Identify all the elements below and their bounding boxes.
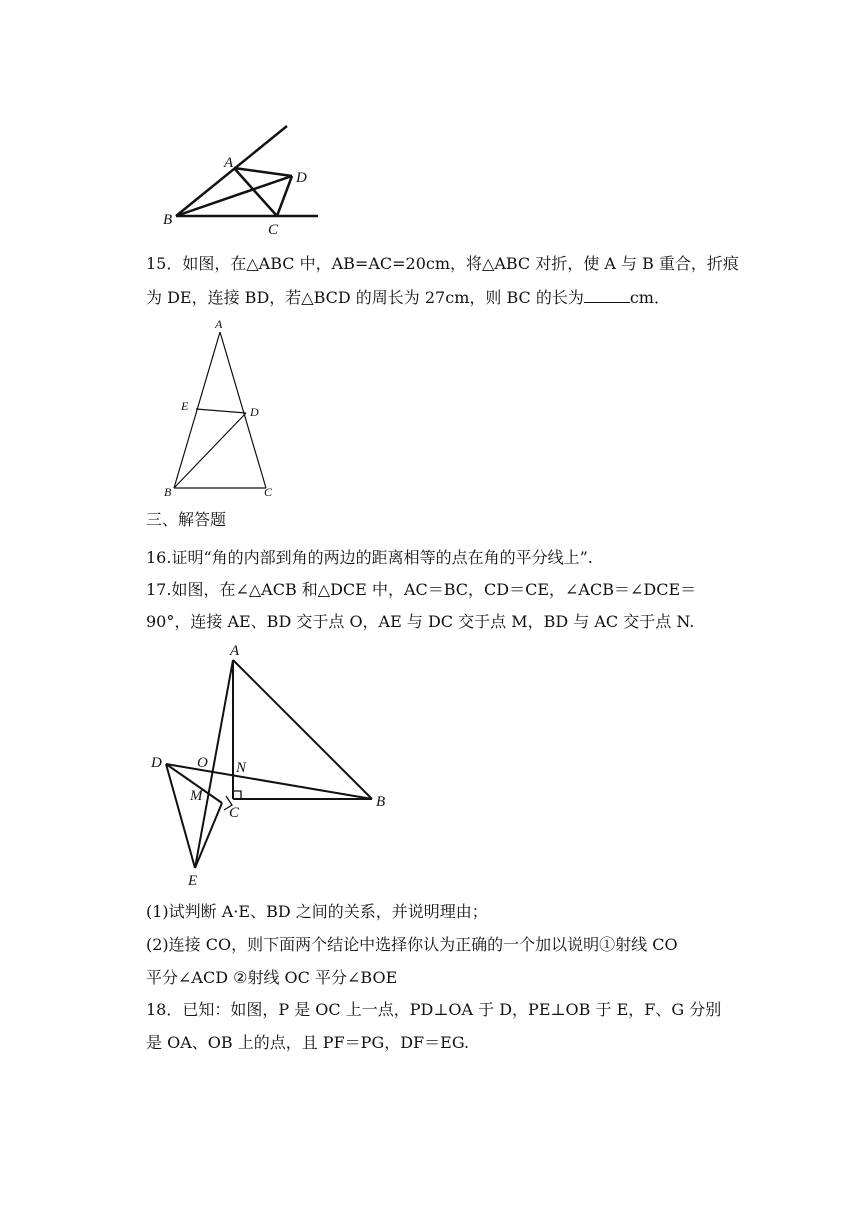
fig3-label-E: E xyxy=(188,873,198,889)
q15-line2-text: 为 DE，连接 BD，若△BCD 的周长为 27cm，则 BC 的长为 xyxy=(146,288,584,307)
fig2-label-B: B xyxy=(164,485,172,499)
figure-isosceles-fold xyxy=(0,315,860,505)
q17-sub2-line2: 平分∠ACD ②射线 OC 平分∠BOE xyxy=(146,968,398,987)
fig1-label-C: C xyxy=(268,222,279,238)
figure-two-right-triangles xyxy=(0,640,860,890)
q17-sub1: (1)试判断 A·E、BD 之间的关系，并说明理由； xyxy=(146,902,488,921)
fig2-label-C: C xyxy=(264,485,273,499)
fig2-label-E: E xyxy=(181,399,189,413)
fig1-label-B: B xyxy=(163,212,173,228)
q16-text: 16.证明“角的内部到角的两边的距离相等的点在角的平分线上”. xyxy=(146,548,593,567)
figure-angle-triangle xyxy=(0,0,860,250)
q17-line2: 90°，连接 AE、BD 交于点 O，AE 与 DC 交于点 M，BD 与 AC 交于点 N. xyxy=(146,612,695,631)
fig3-label-N: N xyxy=(236,760,247,776)
q15-line2 xyxy=(146,284,670,310)
fig3-label-O: O xyxy=(197,755,208,771)
fig3-label-C: C xyxy=(229,805,240,821)
fig2-label-D: D xyxy=(250,405,259,419)
q15-unit: cm． xyxy=(629,288,670,307)
q18-line1: 18．已知：如图，P 是 OC 上一点，PD⊥OA 于 D，PE⊥OB 于 E，F、G 分别 xyxy=(146,1000,722,1019)
fig3-label-D: D xyxy=(151,755,162,771)
section-heading: 三、解答题 xyxy=(146,510,227,529)
q17-line1: 17.如图，在∠△ACB 和△DCE 中，AC＝BC，CD＝CE，∠ACB＝∠DCE＝ xyxy=(146,580,697,599)
fig1-label-A: A xyxy=(224,155,234,171)
q18-line2: 是 OA、OB 上的点，且 PF＝PG，DF＝EG. xyxy=(146,1033,470,1052)
answer-blank[interactable] xyxy=(584,284,630,303)
fig3-label-M: M xyxy=(190,788,203,804)
fig3-label-A: A xyxy=(230,643,240,659)
fig1-label-D: D xyxy=(296,170,307,186)
q17-sub2-line1: (2)连接 CO，则下面两个结论中选择你认为正确的一个加以说明①射线 CO xyxy=(146,935,678,954)
fig2-label-A: A xyxy=(215,317,223,331)
fig3-label-B: B xyxy=(376,794,386,810)
q15-line1: 15．如图，在△ABC 中，AB=AC=20cm，将△ABC 对折，使 A 与 B 重合，折痕 xyxy=(146,254,739,273)
